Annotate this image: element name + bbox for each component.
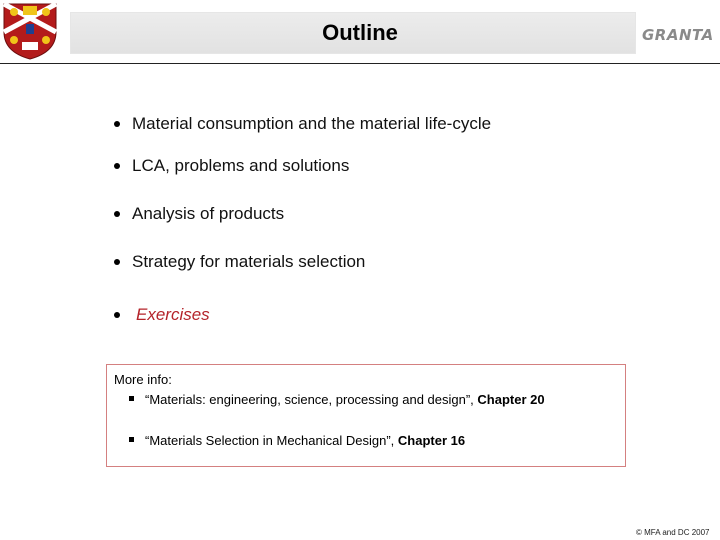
bullet-text: Strategy for materials selection [132, 252, 366, 271]
more-info-box [106, 364, 626, 467]
bullet-text: LCA, problems and solutions [132, 156, 350, 175]
reference-title: “Materials Selection in Mechanical Design”, [145, 433, 398, 448]
bullet-dot-icon [114, 121, 120, 127]
header-divider [0, 63, 720, 64]
reference-text [145, 433, 465, 448]
bullet-text: Analysis of products [132, 204, 285, 223]
page-title: Outline [322, 20, 398, 45]
bullet-dot-icon [114, 163, 120, 169]
more-info-label: More info: [114, 372, 172, 387]
granta-logo: GRANTA [642, 26, 714, 44]
reference-chapter: Chapter 16 [397, 433, 466, 448]
copyright-text: © MFA and DC 2007 [636, 528, 710, 537]
reference-title: “Materials: engineering, science, processing and design”, [145, 392, 478, 407]
bullet-text: Material consumption and the material life-cycle [132, 114, 492, 133]
bullet-dot-icon [114, 312, 120, 318]
reference-chapter: Chapter 20 [477, 392, 545, 407]
square-bullet-icon [129, 437, 134, 442]
bullet-dot-icon [114, 211, 120, 217]
exercises-link[interactable]: Exercises [136, 305, 210, 324]
reference-text [145, 392, 545, 407]
square-bullet-icon [129, 396, 134, 401]
bullet-dot-icon [114, 259, 120, 265]
